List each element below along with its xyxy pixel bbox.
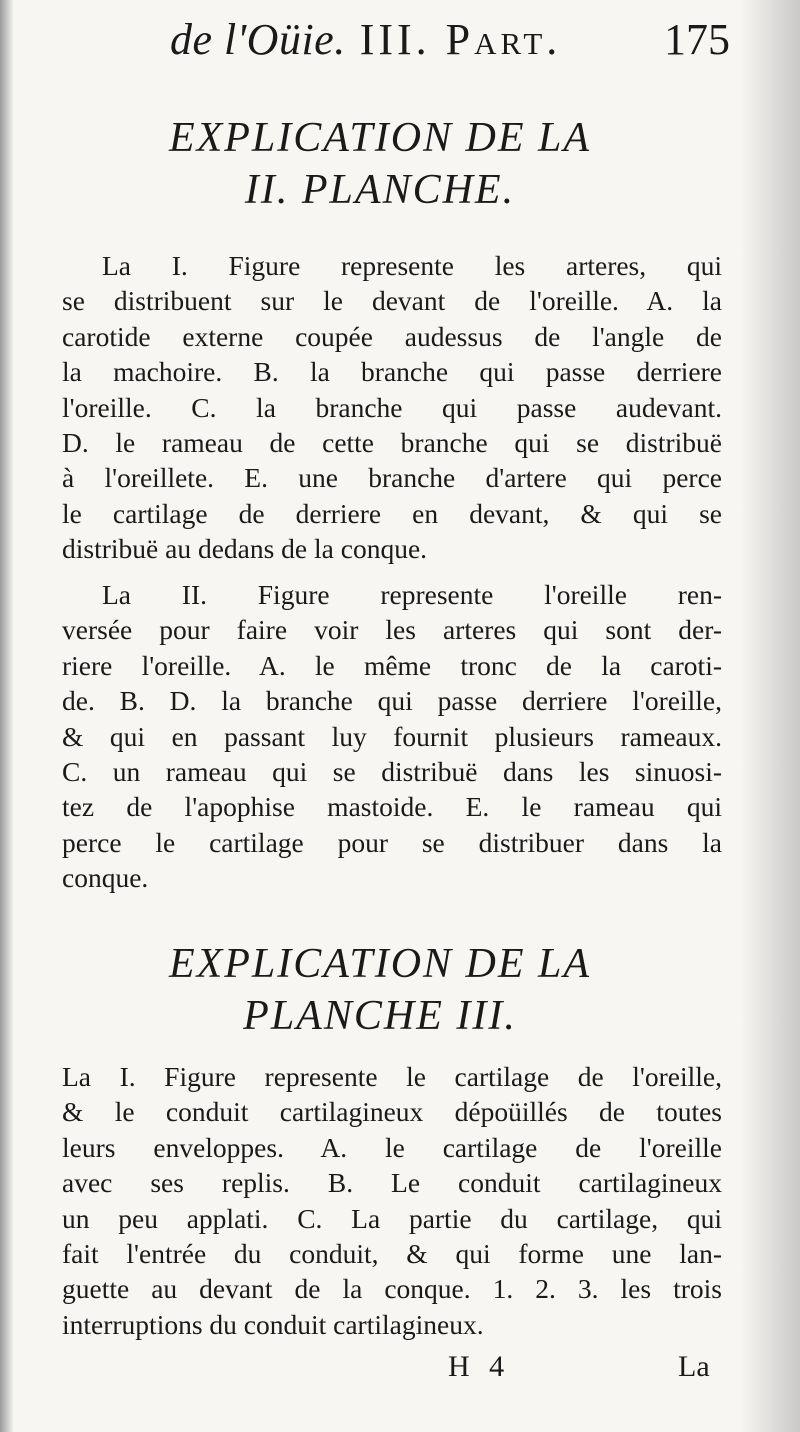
- text-line: La I. Figure represente le cartilage de l'oreille,: [62, 1061, 722, 1092]
- page-number: 175: [664, 15, 730, 64]
- paragraph: [62, 1059, 722, 1342]
- section-title-line: II. PLANCHE.: [244, 167, 516, 213]
- text-line: se distribuent sur le devant de l'oreille. A. la: [62, 285, 722, 317]
- text-line: tez de l'apophise mastoide. E. le rameau qui: [62, 791, 722, 823]
- text-line: interruptions du conduit cartilagineux.: [62, 1308, 484, 1340]
- text-line: & le conduit cartilagineux dépoüillés de toutes: [62, 1096, 722, 1128]
- text-line: de. B. D. la branche qui passe derriere l'oreille,: [62, 685, 722, 717]
- text-line: & qui en passant luy fournit plusieurs rameaux.: [62, 720, 722, 752]
- text-line: La I. Figure represente les arteres, qui: [102, 250, 722, 281]
- text-line: fait l'entrée du conduit, & qui forme une lan-: [62, 1238, 722, 1270]
- text-line: la machoire. B. la branche qui passe derriere: [62, 356, 722, 388]
- text-line: leurs enveloppes. A. le cartilage de l'oreille: [62, 1131, 722, 1163]
- part-label: III. Part.: [359, 15, 562, 64]
- running-title: de l'Oüie.: [170, 15, 346, 64]
- text-line: conque.: [62, 862, 149, 894]
- text-line: avec ses replis. B. Le conduit cartilagineux: [62, 1167, 722, 1199]
- section-title: [70, 938, 690, 1042]
- text-line: riere l'oreille. A. le même tronc de la caroti-: [62, 649, 722, 681]
- text-line: un peu applati. C. La partie du cartilage, qui: [62, 1202, 722, 1234]
- section-title: [70, 112, 690, 216]
- section-title-line: EXPLICATION DE LA: [168, 941, 592, 987]
- section-title-line: EXPLICATION DE LA: [168, 115, 592, 161]
- signature-mark: H 4: [448, 1350, 511, 1383]
- text-line: La II. Figure represente l'oreille ren-: [102, 579, 722, 610]
- text-line: l'oreille. C. la branche qui passe audevant.: [62, 391, 722, 423]
- text-line: versée pour faire voir les arteres qui sont der-: [62, 614, 722, 646]
- text-line: le cartilage de derriere en devant, & qui se: [62, 497, 722, 529]
- text-line: perce le cartilage pour se distribuer dans la: [62, 826, 722, 858]
- text-line: C. un rameau qui se distribuë dans les sinuosi-: [62, 756, 722, 788]
- text-line: carotide externe coupée audessus de l'angle de: [62, 320, 722, 352]
- catchword: La: [678, 1350, 710, 1383]
- page-header: [170, 14, 730, 74]
- text-line: guette au devant de la conque. 1. 2. 3. les trois: [62, 1273, 722, 1305]
- text-line: distribuë au dedans de la conque.: [62, 533, 428, 565]
- text-line: à l'oreillete. E. une branche d'artere qui perce: [62, 462, 722, 494]
- paragraph: [62, 248, 722, 567]
- paragraph: [62, 577, 722, 896]
- text-line: D. le rameau de cette branche qui se distribuë: [62, 427, 722, 459]
- section-title-line: PLANCHE III.: [243, 993, 517, 1039]
